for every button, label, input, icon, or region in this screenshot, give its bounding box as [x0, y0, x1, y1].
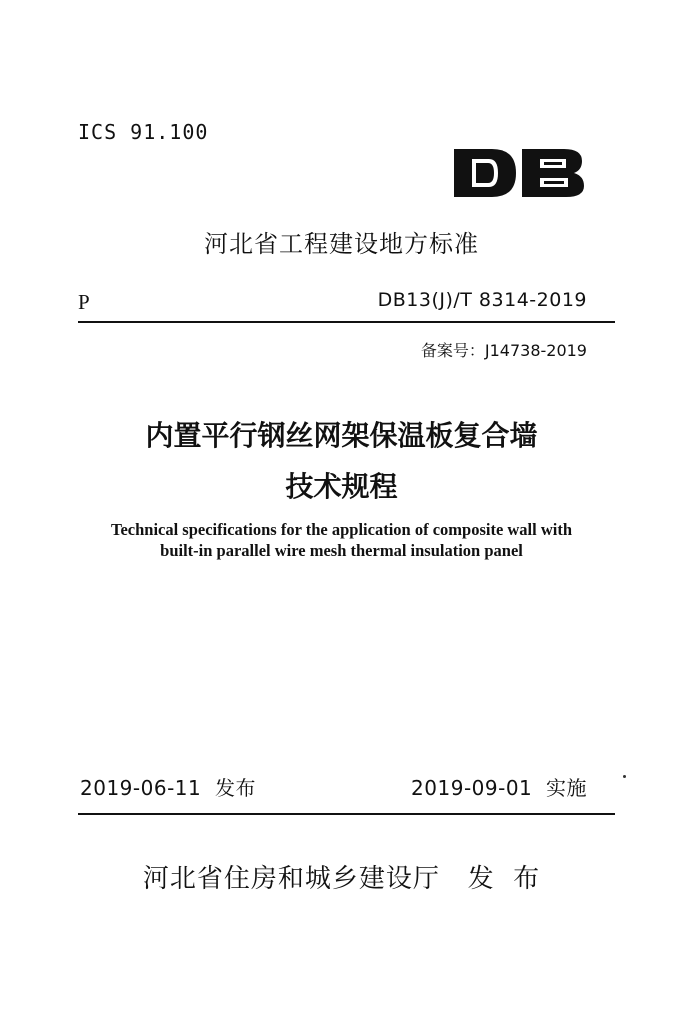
ics-code: ICS 91.100: [78, 120, 209, 144]
issue-date: 2019-06-11 发布: [80, 776, 256, 800]
chinese-title-line2: 技术规程: [285, 470, 398, 503]
english-title-line1: Technical specifications for the application of composite wall with: [110, 520, 573, 539]
standard-code: DB13(J)/T 8314-2019: [377, 289, 587, 311]
chinese-title-line1: 内置平行钢丝网架保温板复合墙: [145, 419, 538, 452]
publisher: [0, 858, 683, 895]
category-letter: P: [78, 290, 90, 314]
publisher-name: 河北省住房和城乡建设厅: [142, 864, 440, 894]
publisher-action: 发 布: [467, 864, 541, 894]
db-logo: [452, 146, 588, 200]
record-number: 备案号：J14738-2019: [420, 341, 587, 360]
speck-mark: [623, 775, 626, 778]
implement-date: 2019-09-01 实施: [411, 776, 587, 800]
english-title-line2: built-in parallel wire mesh thermal insulation panel: [160, 541, 523, 560]
bottom-divider: [78, 813, 615, 815]
top-divider: [78, 321, 615, 323]
standard-type-title: 河北省工程建设地方标准: [204, 230, 479, 258]
